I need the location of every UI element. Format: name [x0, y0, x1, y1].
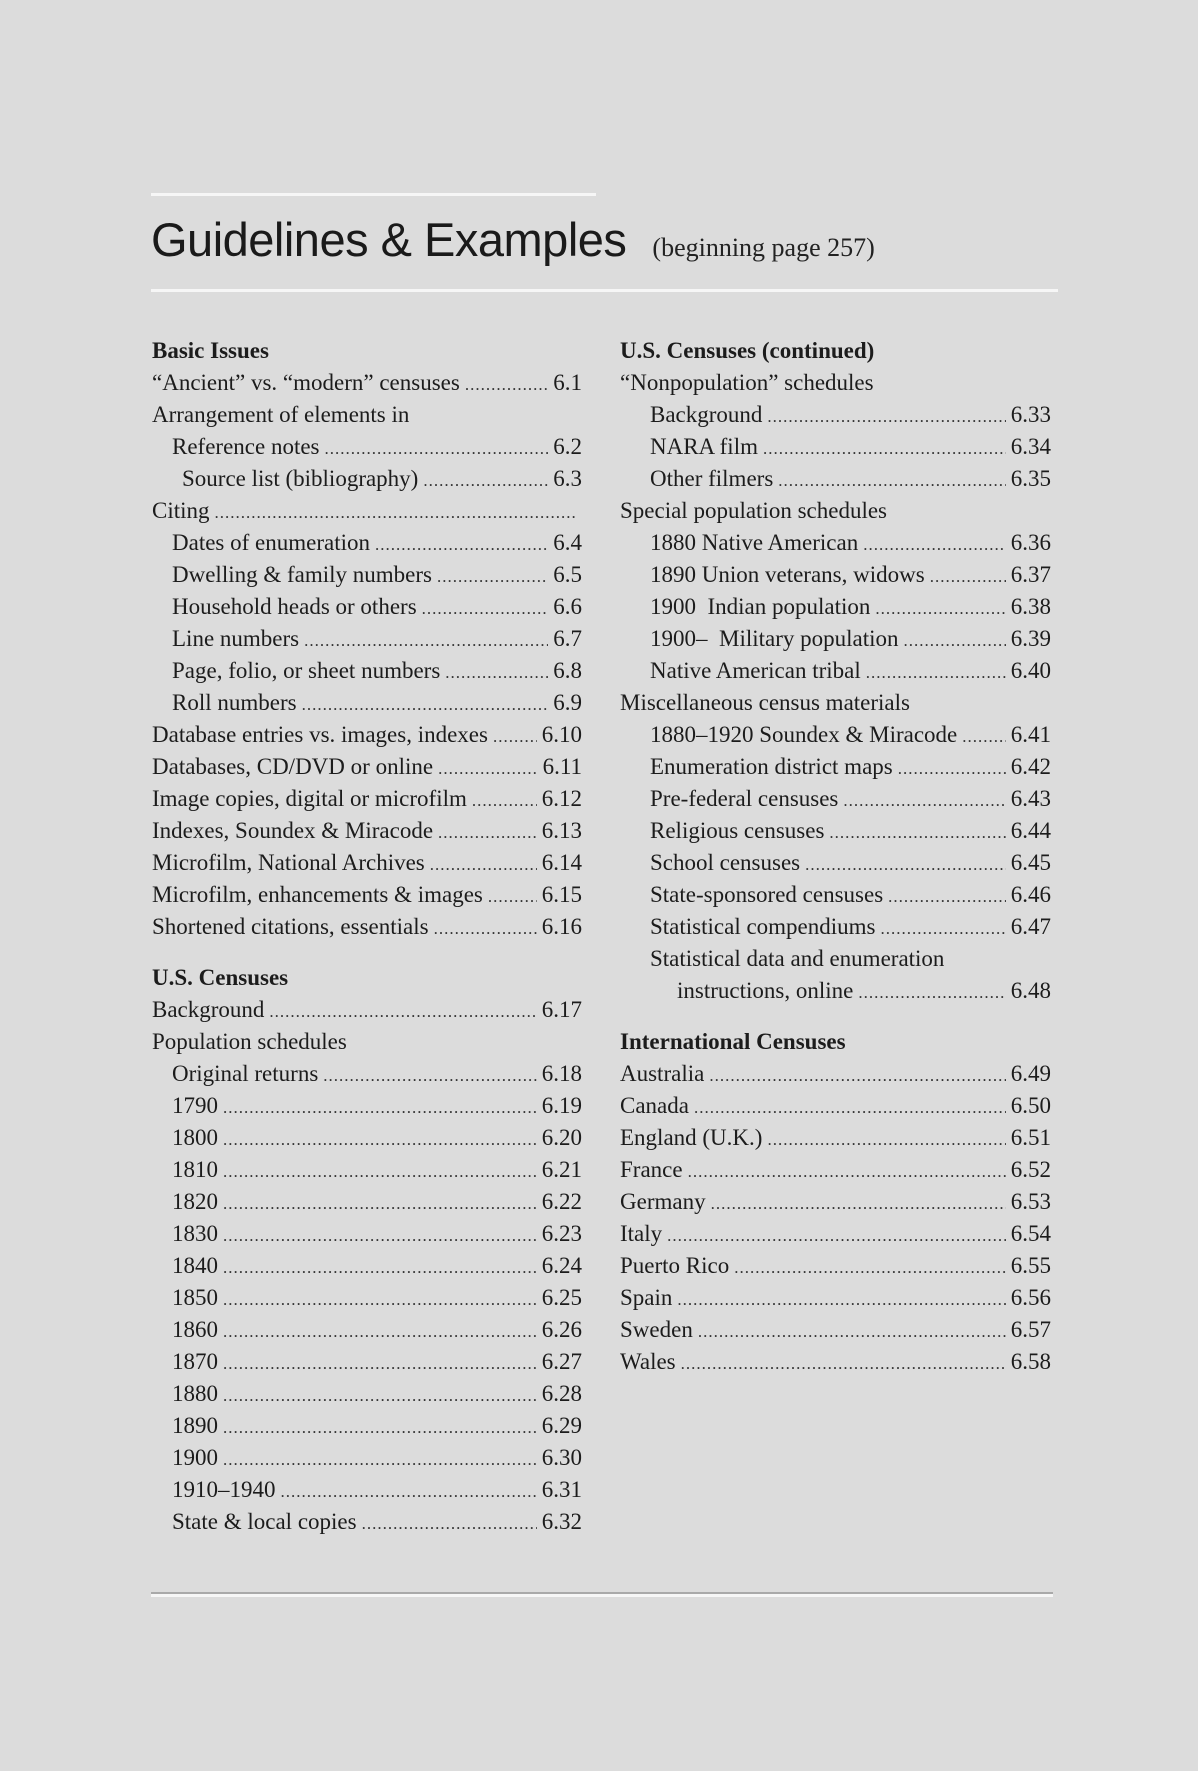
- entry-number: 6.51: [1010, 1125, 1051, 1150]
- leader-dots: [223, 1316, 537, 1348]
- entry-number: 6.20: [541, 1125, 582, 1150]
- leader-dots: [281, 1476, 537, 1508]
- title-row: [151, 212, 1057, 282]
- toc-entry[interactable]: [152, 1122, 582, 1154]
- entry-number: 6.1: [553, 370, 582, 395]
- leader-dots: [223, 1188, 537, 1220]
- toc-subheading: Arrangement of elements in: [152, 402, 410, 427]
- leader-dots: [698, 1316, 1006, 1348]
- entry-number: 6.40: [1010, 658, 1051, 683]
- leader-dots: [437, 561, 548, 593]
- section-gap: [152, 943, 582, 962]
- page-title: Guidelines & Examples: [151, 213, 627, 266]
- toc-entry[interactable]: [152, 1218, 582, 1250]
- entry-label: Dates of enumeration: [172, 530, 370, 555]
- entry-number: 6.11: [542, 754, 582, 779]
- leader-dots: [930, 561, 1006, 593]
- entry-label: 1900: [172, 1445, 218, 1470]
- toc-entry[interactable]: [620, 559, 1051, 591]
- leader-dots: [866, 657, 1006, 689]
- leader-dots: [223, 1220, 537, 1252]
- leader-dots: [709, 1060, 1005, 1092]
- leader-dots: [681, 1348, 1006, 1380]
- entry-number: 6.5: [553, 562, 582, 587]
- entry-label: England (U.K.): [620, 1125, 763, 1150]
- entry-number: 6.14: [541, 850, 582, 875]
- leader-dots: [778, 465, 1005, 497]
- toc-entry[interactable]: [152, 367, 582, 399]
- entry-label: 1890 Union veterans, widows: [650, 562, 925, 587]
- bottom-rule: [151, 1592, 1053, 1597]
- entry-label: 1880: [172, 1381, 218, 1406]
- entry-label: 1900– Military population: [650, 626, 899, 651]
- entry-number: 6.34: [1010, 434, 1051, 459]
- entry-label: Native American tribal: [650, 658, 861, 683]
- leader-dots: [223, 1124, 537, 1156]
- title-rule: [151, 289, 1058, 292]
- entry-label: Background: [650, 402, 763, 427]
- leader-dots: [434, 913, 537, 945]
- leader-dots: [223, 1348, 537, 1380]
- toc-entry[interactable]: [152, 463, 582, 495]
- entry-number: 6.8: [553, 658, 582, 683]
- entry-number: 6.56: [1010, 1285, 1051, 1310]
- leader-dots: [323, 1060, 536, 1092]
- leader-dots: [223, 1252, 537, 1284]
- leader-dots: [843, 785, 1005, 817]
- toc-entry[interactable]: [620, 1090, 1051, 1122]
- toc-entry[interactable]: [152, 1442, 582, 1474]
- entry-label: Spain: [620, 1285, 673, 1310]
- leader-dots: [430, 849, 537, 881]
- toc-entry[interactable]: [152, 1474, 582, 1506]
- entry-number: 6.58: [1010, 1349, 1051, 1374]
- toc-entry[interactable]: [152, 623, 582, 655]
- leader-dots: [438, 753, 538, 785]
- entry-number: 6.2: [553, 434, 582, 459]
- section-heading-international: International Censuses: [620, 1029, 846, 1054]
- entry-label: Page, folio, or sheet numbers: [172, 658, 441, 683]
- leader-dots: [863, 529, 1006, 561]
- leader-dots: [465, 369, 548, 401]
- toc-entry[interactable]: [620, 1058, 1051, 1090]
- leader-dots: [962, 721, 1005, 753]
- entry-label: 1880–1920 Soundex & Miracode: [650, 722, 958, 747]
- entry-number: 6.39: [1010, 626, 1051, 651]
- entry-number: 6.35: [1010, 466, 1051, 491]
- entry-label: Indexes, Soundex & Miracode: [152, 818, 434, 843]
- entry-number: 6.47: [1010, 914, 1051, 939]
- entry-number: 6.55: [1010, 1253, 1051, 1278]
- section-heading-basic-issues: Basic Issues: [152, 338, 269, 363]
- entry-number: 6.33: [1010, 402, 1051, 427]
- leader-dots: [888, 881, 1006, 913]
- leader-dots: [875, 593, 1005, 625]
- entry-number: 6.26: [541, 1317, 582, 1342]
- entry-label: “Ancient” vs. “modern” censuses: [152, 370, 460, 395]
- toc-entry[interactable]: [620, 623, 1051, 655]
- entry-label: State & local copies: [172, 1509, 357, 1534]
- leader-dots: [422, 593, 549, 625]
- entry-number: 6.48: [1010, 978, 1051, 1003]
- entry-number: 6.17: [541, 997, 582, 1022]
- leader-dots: [904, 625, 1006, 657]
- entry-number: 6.6: [553, 594, 582, 619]
- leader-dots: [304, 625, 548, 657]
- toc-entry[interactable]: [152, 879, 582, 911]
- entry-number: 6.36: [1010, 530, 1051, 555]
- entry-number: 6.50: [1010, 1093, 1051, 1118]
- toc-entry[interactable]: [620, 1186, 1051, 1218]
- entry-label: Databases, CD/DVD or online: [152, 754, 434, 779]
- toc-entry[interactable]: [620, 911, 1051, 943]
- entry-label: Australia: [620, 1061, 705, 1086]
- section-gap: [620, 1007, 1051, 1026]
- toc-entry[interactable]: [152, 1506, 582, 1538]
- leader-dots: [767, 401, 1005, 433]
- toc-entry[interactable]: [620, 1218, 1051, 1250]
- leader-dots: [423, 465, 548, 497]
- toc-entry[interactable]: [620, 591, 1051, 623]
- entry-number: 6.31: [541, 1477, 582, 1502]
- leader-dots: [694, 1092, 1006, 1124]
- leader-dots: [325, 433, 549, 465]
- entry-number: 6.15: [541, 882, 582, 907]
- entry-label: 1910–1940: [172, 1477, 276, 1502]
- toc-entry[interactable]: [620, 399, 1051, 431]
- leader-dots: [829, 817, 1005, 849]
- toc-entry[interactable]: [152, 815, 582, 847]
- entry-label: Puerto Rico: [620, 1253, 730, 1278]
- entry-label: 1840: [172, 1253, 218, 1278]
- toc-entry[interactable]: [620, 975, 1051, 1007]
- entry-label: 1880 Native American: [650, 530, 859, 555]
- toc-entry[interactable]: [152, 431, 582, 463]
- toc-entry[interactable]: [152, 1410, 582, 1442]
- entry-label: Germany: [620, 1189, 706, 1214]
- leader-dots: [858, 977, 1005, 1009]
- entry-label: Source list (bibliography): [182, 466, 419, 491]
- toc-entry[interactable]: [620, 1282, 1051, 1314]
- entry-number: 6.28: [541, 1381, 582, 1406]
- entry-label: Shortened citations, essentials: [152, 914, 429, 939]
- entry-number: 6.24: [541, 1253, 582, 1278]
- entry-number: 6.16: [541, 914, 582, 939]
- entry-number: 6.46: [1010, 882, 1051, 907]
- toc-entry[interactable]: [152, 495, 582, 527]
- leader-dots: [488, 881, 537, 913]
- entry-label: 1870: [172, 1349, 218, 1374]
- entry-number: 6.52: [1010, 1157, 1051, 1182]
- entry-label: Statistical compendiums: [650, 914, 876, 939]
- entry-label: Pre-federal censuses: [650, 786, 839, 811]
- toc-subheading: Special population schedules: [620, 498, 887, 523]
- entry-label: Dwelling & family numbers: [172, 562, 432, 587]
- leader-dots: [677, 1284, 1005, 1316]
- leader-dots: [767, 1124, 1005, 1156]
- entry-label: France: [620, 1157, 683, 1182]
- leader-dots: [223, 1092, 537, 1124]
- entry-label: School censuses: [650, 850, 801, 875]
- page-subtitle: (beginning page 257): [652, 233, 875, 262]
- right-column: [620, 335, 1051, 1378]
- entry-label: 1830: [172, 1221, 218, 1246]
- toc-entry[interactable]: [152, 1186, 582, 1218]
- section-heading-us-censuses: U.S. Censuses: [152, 965, 289, 990]
- toc-entry[interactable]: [620, 879, 1051, 911]
- entry-number: 6.19: [541, 1093, 582, 1118]
- entry-label: Citing: [152, 498, 210, 523]
- entry-label: Canada: [620, 1093, 689, 1118]
- toc-entry[interactable]: [620, 783, 1051, 815]
- leader-dots: [438, 817, 537, 849]
- toc-entry[interactable]: [620, 1346, 1051, 1378]
- entry-label: Roll numbers: [172, 690, 297, 715]
- toc-entry[interactable]: [152, 1250, 582, 1282]
- entry-label: Microfilm, enhancements & images: [152, 882, 483, 907]
- entry-label: Reference notes: [172, 434, 320, 459]
- toc-subheading: “Nonpopulation” schedules: [620, 370, 874, 395]
- toc-entry[interactable]: [620, 463, 1051, 495]
- leader-dots: [223, 1284, 537, 1316]
- entry-number: 6.4: [553, 530, 582, 555]
- entry-number: 6.43: [1010, 786, 1051, 811]
- entry-label: 1820: [172, 1189, 218, 1214]
- toc-entry[interactable]: [152, 847, 582, 879]
- entry-number: 6.54: [1010, 1221, 1051, 1246]
- entry-number: 6.7: [553, 626, 582, 651]
- entry-label: 1810: [172, 1157, 218, 1182]
- leader-dots: [667, 1220, 1006, 1252]
- entry-label: Household heads or others: [172, 594, 417, 619]
- entry-number: 6.41: [1010, 722, 1051, 747]
- toc-entry[interactable]: [620, 719, 1051, 751]
- entry-number: 6.27: [541, 1349, 582, 1374]
- leader-dots: [215, 497, 577, 529]
- entry-number: 6.25: [541, 1285, 582, 1310]
- toc-entry[interactable]: [152, 655, 582, 687]
- entry-number: 6.37: [1010, 562, 1051, 587]
- entry-label: Image copies, digital or microfilm: [152, 786, 467, 811]
- toc-entry[interactable]: [152, 719, 582, 751]
- entry-label: Original returns: [172, 1061, 319, 1086]
- toc-entry[interactable]: [152, 687, 582, 719]
- toc-entry[interactable]: [620, 527, 1051, 559]
- toc-entry[interactable]: [620, 1250, 1051, 1282]
- toc-entry[interactable]: [152, 1378, 582, 1410]
- entry-number: 6.3: [553, 466, 582, 491]
- leader-dots: [269, 996, 536, 1028]
- entry-number: 6.9: [553, 690, 582, 715]
- entry-label: Italy: [620, 1221, 663, 1246]
- entry-label: instructions, online: [677, 978, 854, 1003]
- entry-label: State-sponsored censuses: [650, 882, 884, 907]
- toc-entry[interactable]: [152, 1314, 582, 1346]
- entry-number: 6.22: [541, 1189, 582, 1214]
- entry-number: 6.10: [541, 722, 582, 747]
- toc-entry[interactable]: [152, 994, 582, 1026]
- toc-entry[interactable]: [620, 751, 1051, 783]
- entry-number: 6.30: [541, 1445, 582, 1470]
- entry-label: Database entries vs. images, indexes: [152, 722, 488, 747]
- leader-dots: [223, 1412, 537, 1444]
- entry-label: 1860: [172, 1317, 218, 1342]
- entry-number: 6.12: [541, 786, 582, 811]
- toc-entry[interactable]: [620, 815, 1051, 847]
- toc-entry[interactable]: [152, 1058, 582, 1090]
- leader-dots: [223, 1444, 537, 1476]
- entry-number: 6.45: [1010, 850, 1051, 875]
- leader-dots: [881, 913, 1006, 945]
- leader-dots: [711, 1188, 1006, 1220]
- toc-entry[interactable]: [620, 431, 1051, 463]
- entry-number: 6.29: [541, 1413, 582, 1438]
- entry-number: 6.21: [541, 1157, 582, 1182]
- toc-entry[interactable]: [152, 527, 582, 559]
- toc-subheading: Statistical data and enumeration: [650, 946, 945, 971]
- entry-label: Sweden: [620, 1317, 693, 1342]
- leader-dots: [445, 657, 548, 689]
- section-heading-us-continued: U.S. Censuses (continued): [620, 338, 875, 363]
- entry-label: 1800: [172, 1125, 218, 1150]
- entry-label: Background: [152, 997, 265, 1022]
- entry-number: 6.44: [1010, 818, 1051, 843]
- toc-entry[interactable]: [620, 847, 1051, 879]
- entry-label: Wales: [620, 1349, 676, 1374]
- entry-label: 1900 Indian population: [650, 594, 871, 619]
- entry-label: Enumeration district maps: [650, 754, 893, 779]
- toc-subheading: Population schedules: [152, 1029, 347, 1054]
- toc-entry[interactable]: [620, 1314, 1051, 1346]
- toc-entry[interactable]: [620, 1122, 1051, 1154]
- toc-entry[interactable]: [620, 655, 1051, 687]
- leader-dots: [362, 1508, 537, 1540]
- entry-label: 1890: [172, 1413, 218, 1438]
- leader-dots: [805, 849, 1006, 881]
- entry-label: NARA film: [650, 434, 758, 459]
- entry-number: 6.23: [541, 1221, 582, 1246]
- toc-entry[interactable]: [152, 1090, 582, 1122]
- leader-dots: [223, 1156, 537, 1188]
- leader-dots: [688, 1156, 1006, 1188]
- toc-entry[interactable]: [152, 783, 582, 815]
- entry-number: 6.18: [541, 1061, 582, 1086]
- entry-number: 6.57: [1010, 1317, 1051, 1342]
- toc-entry[interactable]: [152, 751, 582, 783]
- entry-number: 6.53: [1010, 1189, 1051, 1214]
- entry-label: Other filmers: [650, 466, 774, 491]
- entry-label: Microfilm, National Archives: [152, 850, 425, 875]
- leader-dots: [734, 1252, 1006, 1284]
- toc-entry[interactable]: [152, 591, 582, 623]
- entry-label: 1850: [172, 1285, 218, 1310]
- entry-number: 6.49: [1010, 1061, 1051, 1086]
- leader-dots: [302, 689, 549, 721]
- leader-dots: [763, 433, 1006, 465]
- entry-label: Religious censuses: [650, 818, 825, 843]
- leader-dots: [223, 1380, 537, 1412]
- left-column: [152, 335, 582, 1538]
- entry-label: Line numbers: [172, 626, 300, 651]
- toc-entry[interactable]: [152, 1282, 582, 1314]
- toc-entry[interactable]: [152, 1346, 582, 1378]
- leader-dots: [375, 529, 548, 561]
- leader-dots: [472, 785, 537, 817]
- toc-entry[interactable]: [152, 911, 582, 943]
- toc-entry[interactable]: [620, 1154, 1051, 1186]
- toc-entry[interactable]: [152, 559, 582, 591]
- entry-number: 6.32: [541, 1509, 582, 1534]
- entry-number: 6.42: [1010, 754, 1051, 779]
- entry-number: 6.13: [541, 818, 582, 843]
- entry-label: 1790: [172, 1093, 218, 1118]
- top-rule: [151, 193, 596, 196]
- toc-subheading: Miscellaneous census materials: [620, 690, 910, 715]
- leader-dots: [493, 721, 537, 753]
- leader-dots: [898, 753, 1006, 785]
- entry-number: 6.38: [1010, 594, 1051, 619]
- toc-entry[interactable]: [152, 1154, 582, 1186]
